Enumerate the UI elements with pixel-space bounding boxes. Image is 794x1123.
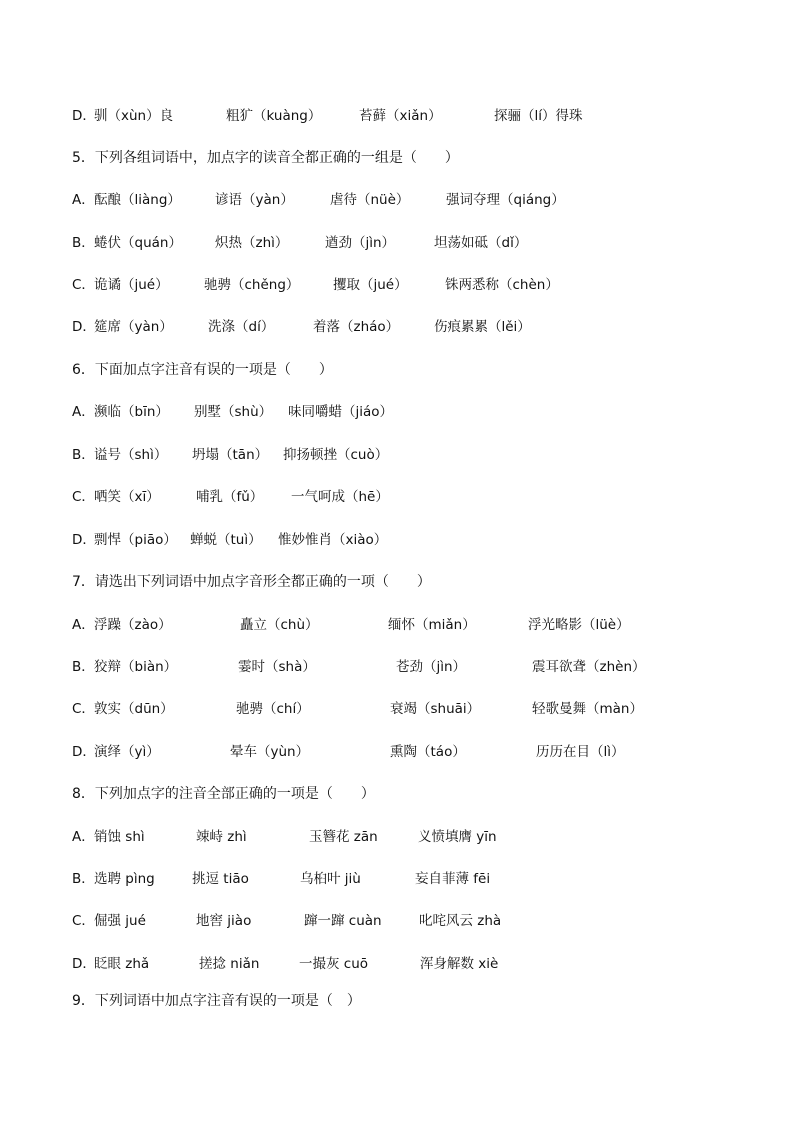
option-item: 霎时（shà） xyxy=(238,659,316,675)
option-item: 搓捻 niǎn xyxy=(199,956,260,972)
option-item: 义愤填膺 yīn xyxy=(418,829,497,845)
option-item: 乌桕叶 jiù xyxy=(300,871,361,887)
option-item: 苔藓（xiǎn） xyxy=(359,108,442,124)
option-label: A． xyxy=(72,192,95,208)
question-title: 5．下列各组词语中，加点字的读音全都正确的一组是（ ） xyxy=(72,150,459,166)
option-item: 别墅（shù） xyxy=(194,404,273,420)
option-item: 伤痕累累（lěi） xyxy=(434,319,531,335)
option-label: D． xyxy=(72,532,96,548)
option-label: D． xyxy=(72,319,96,335)
option-label: C． xyxy=(72,489,95,505)
question-title: 6．下面加点字注音有误的一项是（ ） xyxy=(72,362,333,378)
option-item: 坍塌（tān） xyxy=(192,447,269,463)
option-item: 筵席（yàn） xyxy=(94,319,173,335)
option-item: 虐待（nüè） xyxy=(330,192,410,208)
option-item: 坦荡如砥（dǐ） xyxy=(434,235,528,251)
option-item: 驯（xùn）良 xyxy=(94,108,174,124)
option-label: D． xyxy=(72,108,96,124)
option-item: 地窖 jiào xyxy=(196,913,252,929)
option-item: 晕车（yùn） xyxy=(230,744,310,760)
option-item: 矗立（chù） xyxy=(240,617,319,633)
option-item: 浑身解数 xiè xyxy=(420,956,499,972)
option-item: 敦实（dūn） xyxy=(94,701,174,717)
option-label: B． xyxy=(72,447,95,463)
option-item: 剽悍（piāo） xyxy=(94,532,177,548)
option-item: 演绎（yì） xyxy=(94,744,160,760)
option-item: 销蚀 shì xyxy=(94,829,145,845)
option-item: 惟妙惟肖（xiào） xyxy=(278,532,388,548)
option-item: 衰竭（shuāi） xyxy=(390,701,481,717)
option-item: 铢两悉称（chèn） xyxy=(445,277,559,293)
option-item: 着落（zháo） xyxy=(313,319,400,335)
option-item: 驰骋（chěng） xyxy=(204,277,300,293)
option-label: B． xyxy=(72,871,95,887)
option-item: 眨眼 zhǎ xyxy=(94,956,150,972)
option-item: 蜷伏（quán） xyxy=(94,235,182,251)
option-item: 味同嚼蜡（jiáo） xyxy=(288,404,394,420)
option-label: A． xyxy=(72,829,95,845)
question-title: 9．下列词语中加点字注音有误的一项是（ ） xyxy=(72,993,361,1009)
option-item: 谥号（shì） xyxy=(94,447,168,463)
option-item: 谚语（yàn） xyxy=(215,192,294,208)
option-item: 浮躁（zào） xyxy=(94,617,172,633)
option-item: 浮光略影（lüè） xyxy=(528,617,630,633)
option-item: 选聘 pìng xyxy=(94,871,155,887)
option-item: 诡谲（jué） xyxy=(94,277,169,293)
option-label: D． xyxy=(72,956,96,972)
option-item: 狡辩（biàn） xyxy=(94,659,178,675)
option-item: 强词夺理（qiáng） xyxy=(446,192,565,208)
option-item: 倔强 jué xyxy=(94,913,146,929)
option-item: 探骊（lí）得珠 xyxy=(494,108,583,124)
option-item: 玉簪花 zān xyxy=(309,829,378,845)
option-item: 蝉蜕（tuì） xyxy=(190,532,262,548)
option-item: 洗涤（dí） xyxy=(208,319,275,335)
option-item: 熏陶（táo） xyxy=(390,744,466,760)
option-item: 苍劲（jìn） xyxy=(396,659,467,675)
option-label: C． xyxy=(72,913,95,929)
option-label: A． xyxy=(72,404,95,420)
option-item: 缅怀（miǎn） xyxy=(388,617,476,633)
option-label: B． xyxy=(72,235,95,251)
option-item: 遒劲（jìn） xyxy=(325,235,396,251)
option-item: 蹿一蹿 cuàn xyxy=(304,913,382,929)
option-item: 震耳欲聋（zhèn） xyxy=(532,659,646,675)
option-label: D． xyxy=(72,744,96,760)
option-item: 抑扬顿挫（cuò） xyxy=(283,447,389,463)
option-label: C． xyxy=(72,701,95,717)
question-title: 8．下列加点字的注音全部正确的一项是（ ） xyxy=(72,786,375,802)
option-item: 哂笑（xī） xyxy=(94,489,160,505)
option-label: A． xyxy=(72,617,95,633)
option-label: C． xyxy=(72,277,95,293)
option-item: 一撮灰 cuō xyxy=(299,956,369,972)
option-item: 攫取（jué） xyxy=(333,277,408,293)
option-item: 濒临（bīn） xyxy=(94,404,169,420)
option-item: 一气呵成（hē） xyxy=(291,489,389,505)
option-item: 酝酿（liàng） xyxy=(94,192,181,208)
option-item: 轻歌曼舞（màn） xyxy=(532,701,643,717)
option-item: 哺乳（fǔ） xyxy=(196,489,264,505)
option-item: 挑逗 tiāo xyxy=(192,871,249,887)
option-item: 历历在目（lì） xyxy=(536,744,625,760)
option-item: 驰骋（chí） xyxy=(236,701,310,717)
option-label: B． xyxy=(72,659,95,675)
option-item: 粗犷（kuàng） xyxy=(226,108,322,124)
option-item: 叱咤风云 zhà xyxy=(419,913,502,929)
option-item: 妄自菲薄 fēi xyxy=(415,871,491,887)
option-item: 竦峙 zhì xyxy=(196,829,247,845)
option-item: 炽热（zhì） xyxy=(215,235,289,251)
question-title: 7．请选出下列词语中加点字音形全都正确的一项（ ） xyxy=(72,574,431,590)
